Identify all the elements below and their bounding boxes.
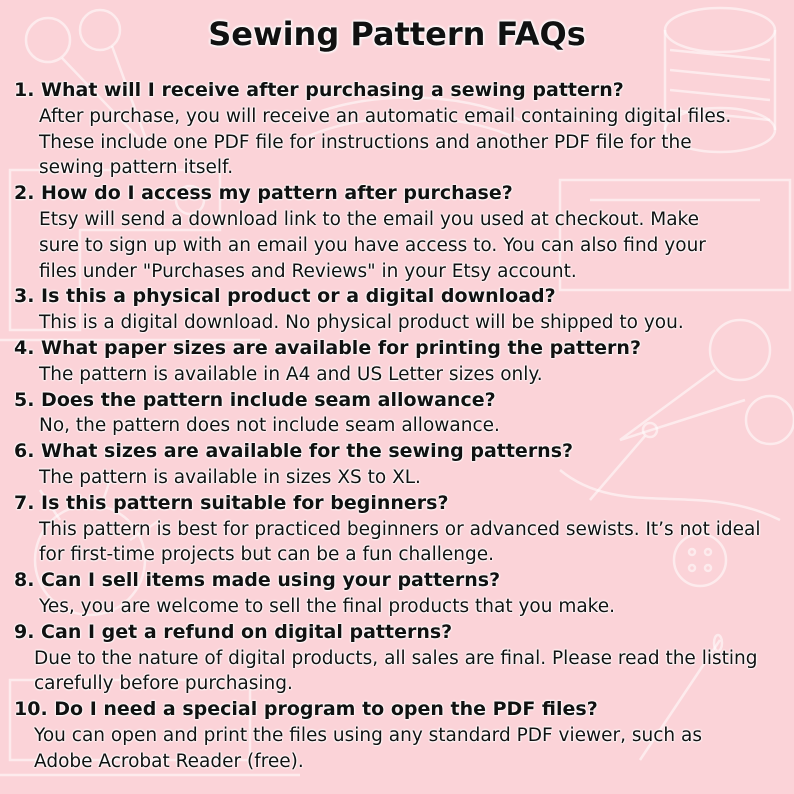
faq-answer-line: for first-time projects but can be a fun challenge.: [39, 544, 494, 566]
faq-item-2: [0, 181, 794, 284]
faq-answer: [0, 310, 794, 336]
faq-question: 3. Is this a physical product or a digital download?: [14, 285, 556, 308]
faq-answer-line: Yes, you are welcome to sell the final products that you make.: [39, 595, 616, 617]
faq-question: 6. What sizes are available for the sewing patterns?: [14, 440, 574, 463]
faq-question: 8. Can I sell items made using your patterns?: [14, 569, 501, 592]
faq-answer-line: This is a digital download. No physical product will be shipped to you.: [39, 312, 684, 334]
faq-answer: [0, 413, 794, 439]
faq-answer-line: This pattern is best for practiced beginners or advanced sewists. It’s not ideal: [39, 518, 761, 540]
faq-answer-line: No, the pattern does not include seam allowance.: [39, 415, 500, 437]
faq-answer-line: sure to sign up with an email you have access to. You can also find your: [39, 234, 706, 256]
faq-answer-line: Due to the nature of digital products, all sales are final. Please read the listing: [34, 647, 758, 669]
faq-answer: [0, 362, 794, 388]
faq-question: 5. Does the pattern include seam allowance?: [14, 388, 496, 411]
faq-question: 10. Do I need a special program to open the PDF files?: [14, 698, 598, 721]
faq-list: [0, 78, 794, 775]
faq-item-6: [0, 439, 794, 491]
faq-item-4: [0, 336, 794, 388]
faq-answer-line: Etsy will send a download link to the email you used at checkout. Make: [39, 208, 699, 230]
faq-answer-line: sewing pattern itself.: [39, 157, 234, 179]
faq-item-5: [0, 388, 794, 440]
faq-answer-line: Adobe Acrobat Reader (free).: [34, 750, 304, 772]
faq-answer-line: After purchase, you will receive an automatic email containing digital files.: [39, 105, 732, 127]
faq-answer-line: These include one PDF file for instructions and another PDF file for the: [39, 131, 692, 153]
page-title: Sewing Pattern FAQs: [208, 15, 586, 53]
faq-answer: [0, 594, 794, 620]
faq-item-7: [0, 491, 794, 568]
faq-answer-line: carefully before purchasing.: [34, 673, 293, 695]
faq-item-8: [0, 568, 794, 620]
faq-answer-line: The pattern is available in A4 and US Letter sizes only.: [39, 363, 543, 385]
faq-answer-line: files under "Purchases and Reviews" in your Etsy account.: [39, 260, 577, 282]
faq-answer: [0, 207, 794, 284]
faq-answer: [0, 104, 794, 181]
faq-answer: [0, 465, 794, 491]
faq-item-3: [0, 284, 794, 336]
faq-answer-line: You can open and print the files using any standard PDF viewer, such as: [34, 724, 702, 746]
faq-answer: [0, 517, 794, 569]
faq-question: 9. Can I get a refund on digital patterns?: [14, 620, 453, 643]
faq-answer-line: The pattern is available in sizes XS to XL.: [39, 466, 421, 488]
faq-question: 7. Is this pattern suitable for beginners?: [14, 491, 449, 514]
faq-question: 2. How do I access my pattern after purchase?: [14, 182, 513, 205]
faq-question: 1. What will I receive after purchasing a sewing pattern?: [14, 79, 624, 101]
faq-answer: [0, 646, 794, 698]
faq-item-9: [0, 620, 794, 697]
faq-answer: [0, 723, 794, 775]
faq-item-1: [0, 78, 794, 181]
faq-question: 4. What paper sizes are available for printing the pattern?: [14, 336, 641, 359]
faq-item-10: [0, 697, 794, 774]
